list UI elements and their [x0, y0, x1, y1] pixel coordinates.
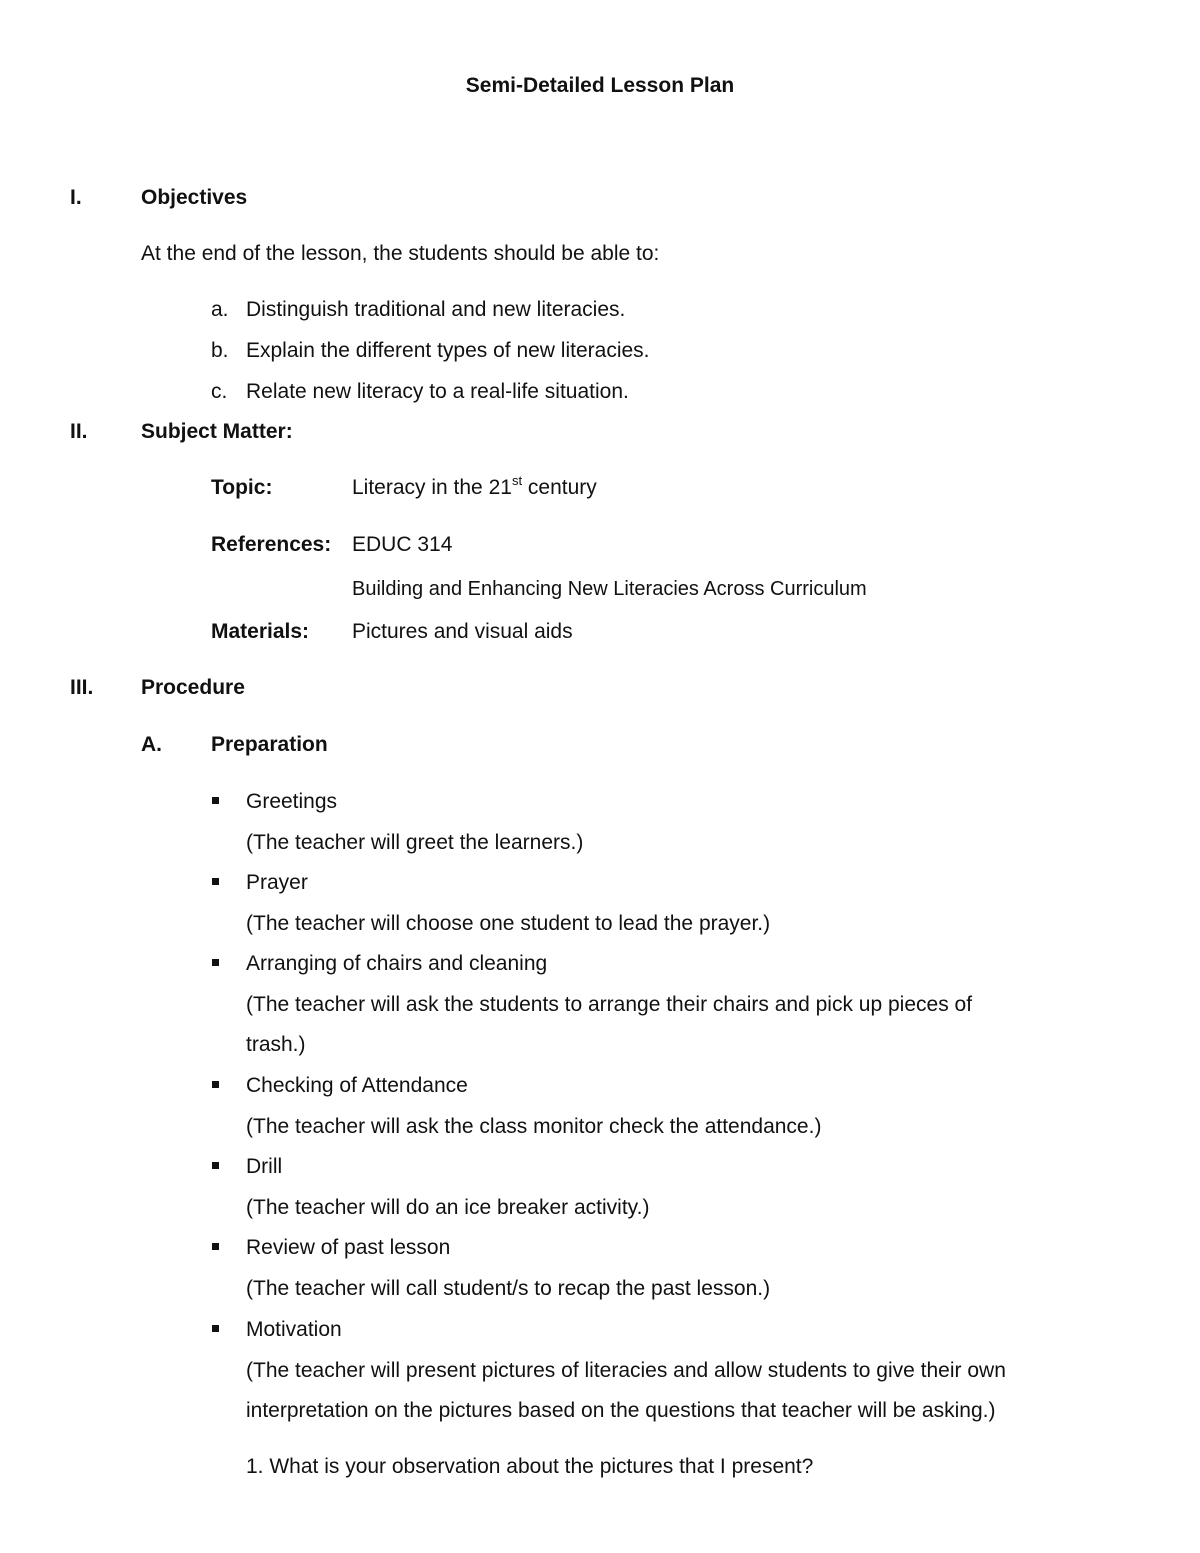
procedure-item-label: Motivation: [246, 1318, 342, 1341]
procedure-item-note: (The teacher will ask the class monitor check the attendance.): [246, 1115, 822, 1138]
topic-label: Topic:: [211, 476, 273, 499]
procedure-item-label: Checking of Attendance: [246, 1074, 468, 1097]
reference-item: Building and Enhancing New Literacies Across Curriculum: [352, 578, 867, 600]
procedure-item-label: Drill: [246, 1155, 283, 1178]
procedure-item-note: (The teacher will present pictures of literacies and allow students to give their own: [246, 1359, 1006, 1382]
section-heading-procedure: Procedure: [141, 676, 245, 699]
materials-label: Materials:: [211, 620, 310, 643]
procedure-item-note: (The teacher will choose one student to lead the prayer.): [246, 912, 771, 935]
motivation-question: 1. What is your observation about the pictures that I present?: [246, 1455, 814, 1478]
bullet-icon: [212, 1325, 219, 1332]
objective-marker: c.: [211, 380, 228, 403]
objective-item: Distinguish traditional and new literacies.: [246, 298, 626, 321]
document-title: Semi-Detailed Lesson Plan: [465, 74, 735, 97]
objective-item: Relate new literacy to a real-life situation.: [246, 380, 629, 403]
procedure-item-label: Prayer: [246, 871, 308, 894]
topic-value: [352, 473, 597, 500]
bullet-icon: [212, 878, 219, 885]
objective-marker: a.: [211, 298, 229, 321]
section-heading-subject-matter: Subject Matter:: [141, 420, 293, 443]
references-label: References:: [211, 533, 332, 556]
bullet-icon: [212, 1081, 219, 1088]
bullet-icon: [212, 1243, 219, 1250]
procedure-item-note: trash.): [246, 1033, 306, 1056]
procedure-item-label: Greetings: [246, 790, 338, 813]
procedure-item-note: (The teacher will do an ice breaker activity.): [246, 1196, 650, 1219]
procedure-item-label: Review of past lesson: [246, 1236, 451, 1259]
procedure-item-note: (The teacher will call student/s to recap the past lesson.): [246, 1277, 771, 1300]
objectives-intro: At the end of the lesson, the students should be able to:: [141, 242, 660, 265]
bullet-icon: [212, 959, 219, 966]
objective-item: Explain the different types of new literacies.: [246, 339, 650, 362]
reference-item: EDUC 314: [352, 533, 453, 556]
subsection-heading: Preparation: [211, 733, 328, 756]
materials-value: Pictures and visual aids: [352, 620, 573, 643]
section-heading-objectives: Objectives: [141, 186, 248, 209]
procedure-item-note: (The teacher will greet the learners.): [246, 831, 584, 854]
topic-text-suffix: century: [522, 476, 597, 499]
section-numeral-subject-matter: II.: [70, 420, 88, 443]
subsection-letter: A.: [141, 733, 162, 756]
procedure-item-note: interpretation on the pictures based on the questions that teacher will be asking.): [246, 1399, 996, 1422]
section-numeral-objectives: I.: [70, 186, 82, 209]
section-numeral-procedure: III.: [70, 676, 94, 699]
procedure-item-note: (The teacher will ask the students to arrange their chairs and pick up pieces of: [246, 993, 973, 1016]
procedure-item-label: Arranging of chairs and cleaning: [246, 952, 548, 975]
topic-text: Literacy in the 21: [352, 476, 512, 499]
topic-superscript: st: [511, 473, 523, 488]
bullet-icon: [212, 797, 219, 804]
bullet-icon: [212, 1162, 219, 1169]
objective-marker: b.: [211, 339, 229, 362]
